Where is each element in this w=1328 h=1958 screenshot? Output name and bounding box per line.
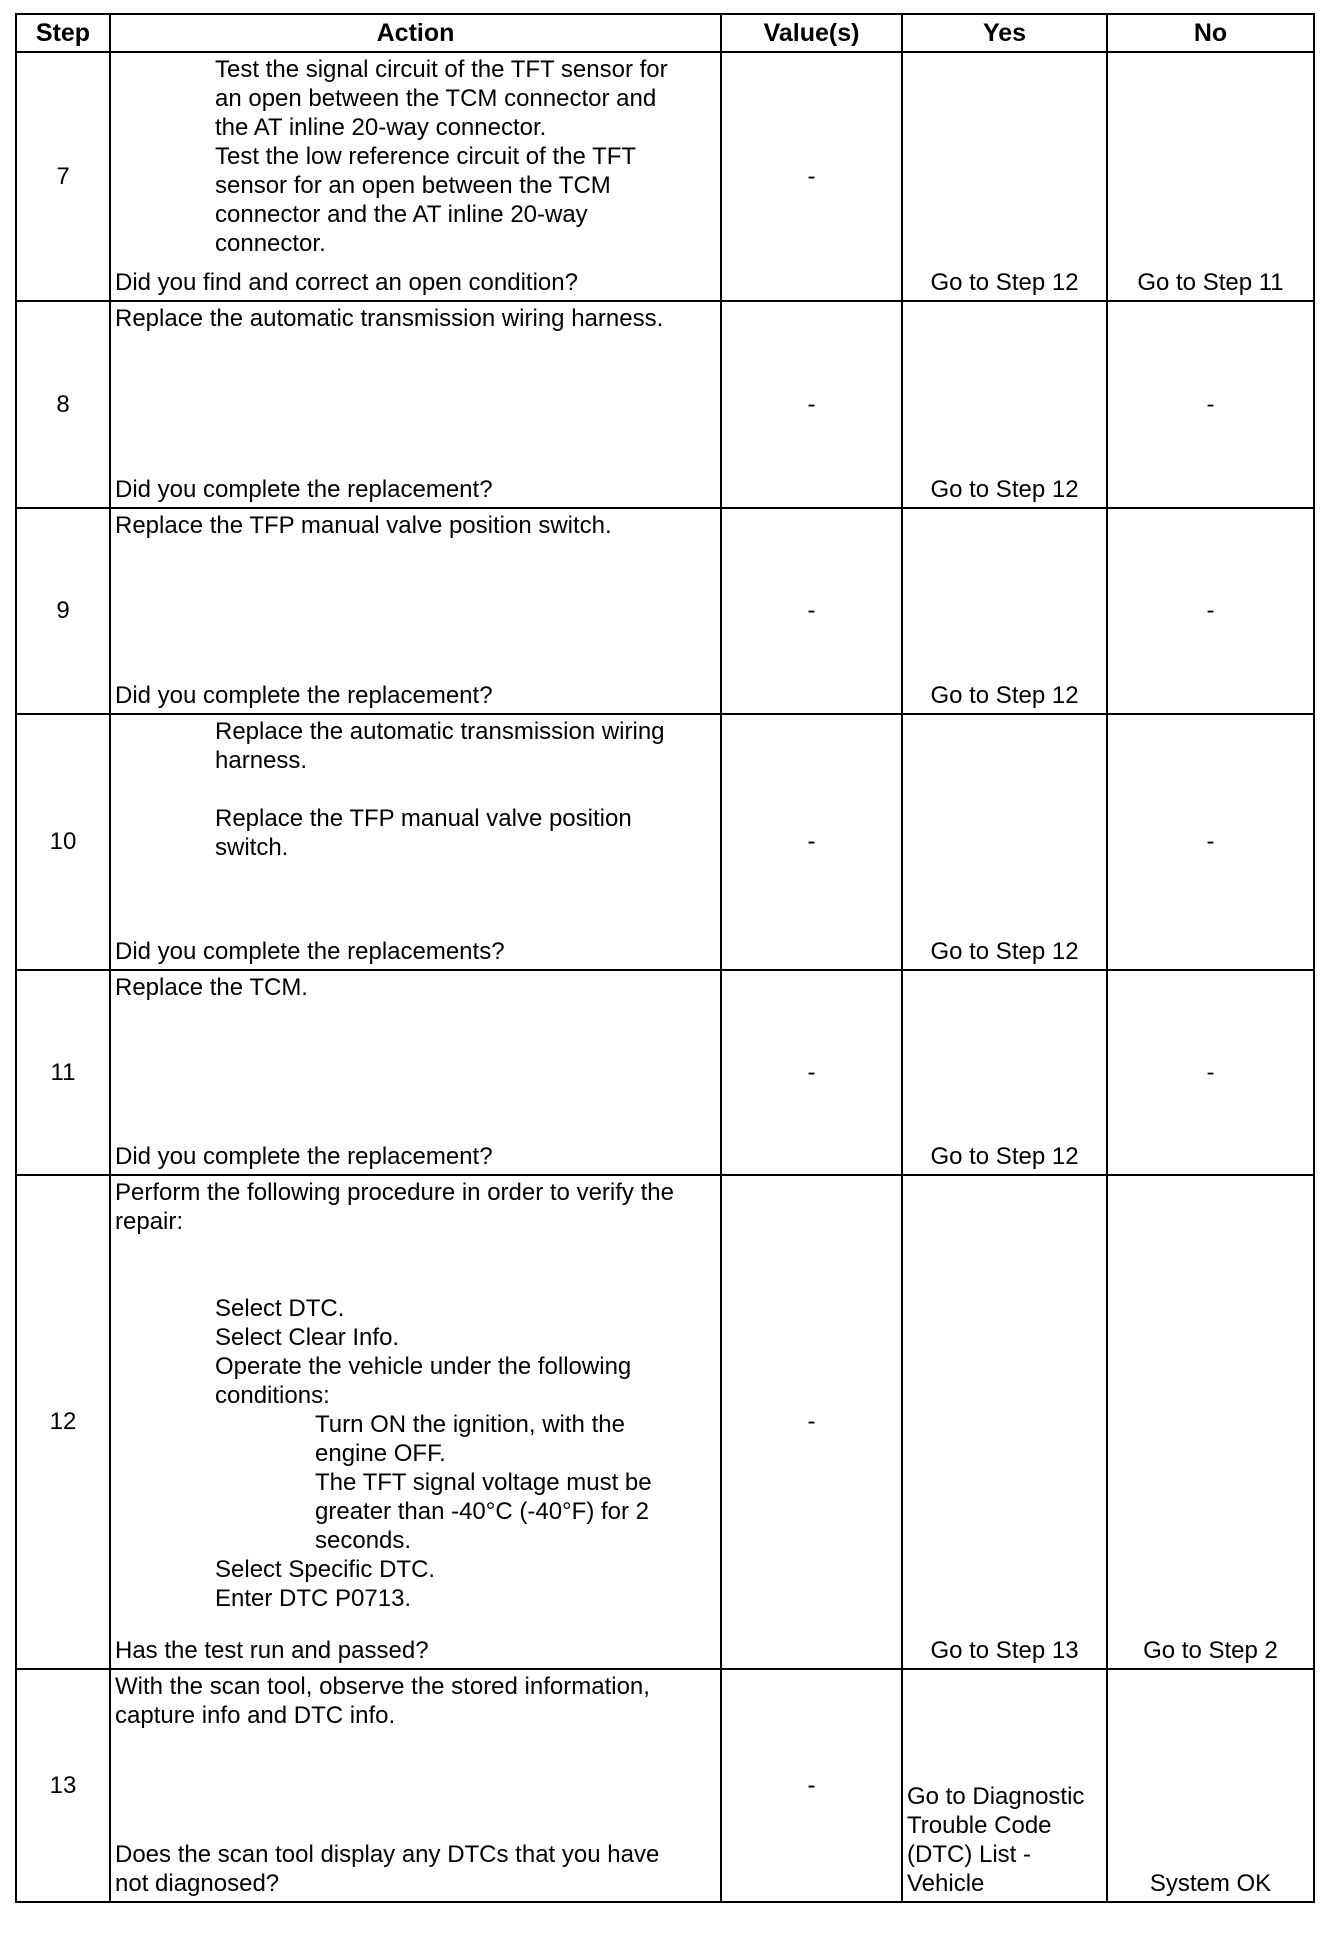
no-cell [1107,1669,1314,1902]
step-number: 10 [16,714,110,970]
action-line: the AT inline 20-way connector. [215,114,547,141]
header-yes: Yes [902,14,1107,52]
value-cell: - [721,1175,902,1669]
yes-cell [902,1669,1107,1902]
action-line: Replace the TCM. [115,974,308,1001]
yes-text: Vehicle [907,1870,985,1897]
no-text: - [1206,828,1215,855]
value-cell: - [721,52,902,301]
action-line: Test the low reference circuit of the TFT [215,143,637,170]
action-question: Does the scan tool display any DTCs that you have [115,1841,660,1868]
action-line: Replace the TFP manual valve position switch. [115,512,612,539]
yes-cell [902,301,1107,508]
yes-text: Go to Step 12 [930,476,1079,503]
action-question: Has the test run and passed? [115,1637,429,1664]
no-text: Go to Step 2 [1143,1637,1278,1664]
step-number: 9 [16,508,110,714]
step-number: 11 [16,970,110,1175]
action-line: Enter DTC P0713. [215,1585,412,1612]
action-cell [110,508,721,714]
action-line: The TFT signal voltage must be [315,1469,652,1496]
yes-cell [902,1175,1107,1669]
action-line: Replace the TFP manual valve position [215,805,632,832]
step-row-11 [16,970,1314,1175]
no-text: System OK [1149,1870,1272,1897]
action-question: not diagnosed? [115,1870,280,1897]
action-line: sensor for an open between the TCM [215,172,611,199]
action-line: repair: [115,1208,184,1235]
step-row-9 [16,508,1314,714]
no-cell [1107,970,1314,1175]
no-cell [1107,1175,1314,1669]
value-cell: - [721,714,902,970]
step-number: 8 [16,301,110,508]
header-row [16,14,1314,52]
yes-text: (DTC) List - [907,1841,1031,1868]
action-question: Did you complete the replacements? [115,938,505,965]
header-action: Action [110,14,721,52]
yes-cell [902,508,1107,714]
action-line: Perform the following procedure in order to verify the [115,1179,674,1206]
step-number: 7 [16,52,110,301]
step-number: 13 [16,1669,110,1902]
action-line: an open between the TCM connector and [215,85,657,112]
action-question: Did you complete the replacement? [115,682,493,709]
action-line: With the scan tool, observe the stored information, [115,1673,650,1700]
action-line: capture info and DTC info. [115,1702,396,1729]
no-text: - [1206,390,1215,418]
step-row-7 [16,52,1314,301]
step-row-13 [16,1669,1314,1902]
action-line: conditions: [215,1382,330,1409]
action-line: Select Specific DTC. [215,1556,436,1583]
header-values: Value(s) [721,14,902,52]
yes-cell [902,714,1107,970]
no-text: Go to Step 11 [1137,269,1284,296]
action-line: seconds. [315,1527,412,1554]
action-line: Select Clear Info. [215,1324,400,1351]
yes-text: Go to Step 12 [930,1143,1079,1170]
value-cell: - [721,1669,902,1902]
action-question: Did you complete the replacement? [115,1143,493,1170]
value-cell: - [721,970,902,1175]
no-text: - [1206,1058,1215,1086]
header-step: Step [16,14,110,52]
action-line: engine OFF. [315,1440,446,1467]
action-question: Did you find and correct an open condition? [115,269,578,296]
step-row-8 [16,301,1314,508]
action-cell [110,301,721,508]
action-cell [110,1175,721,1669]
no-cell [1107,508,1314,714]
action-cell [110,714,721,970]
value-cell: - [721,301,902,508]
no-cell [1107,301,1314,508]
action-line: greater than -40°C (-40°F) for 2 [315,1498,649,1525]
action-line: connector. [215,230,326,257]
action-line: harness. [215,747,308,774]
step-row-12 [16,1175,1314,1669]
yes-cell [902,970,1107,1175]
yes-text: Go to Step 12 [930,682,1079,709]
action-line: Turn ON the ignition, with the [315,1411,625,1438]
action-line: Test the signal circuit of the TFT sensor for [215,56,668,83]
action-question: Did you complete the replacement? [115,476,493,503]
action-line: Replace the automatic transmission wiring harness. [115,305,664,332]
yes-text: Trouble Code [907,1812,1052,1839]
action-line: Replace the automatic transmission wiring [215,718,665,745]
action-line: switch. [215,834,289,861]
diagnostic-steps-table [15,13,1315,1903]
no-cell [1107,714,1314,970]
no-cell [1107,52,1314,301]
yes-text: Go to Step 12 [930,269,1079,296]
action-line: Operate the vehicle under the following [215,1353,632,1380]
action-line: connector and the AT inline 20-way [215,201,588,228]
step-number: 12 [16,1175,110,1669]
yes-text: Go to Diagnostic [907,1783,1085,1810]
action-cell [110,970,721,1175]
action-line: Select DTC. [215,1295,345,1322]
value-cell: - [721,508,902,714]
yes-cell [902,52,1107,301]
action-cell [110,52,721,301]
no-text: - [1206,597,1215,624]
step-row-10 [16,714,1314,970]
yes-text: Go to Step 12 [930,938,1079,965]
header-no: No [1107,14,1314,52]
yes-text: Go to Step 13 [930,1637,1079,1664]
action-cell [110,1669,721,1902]
